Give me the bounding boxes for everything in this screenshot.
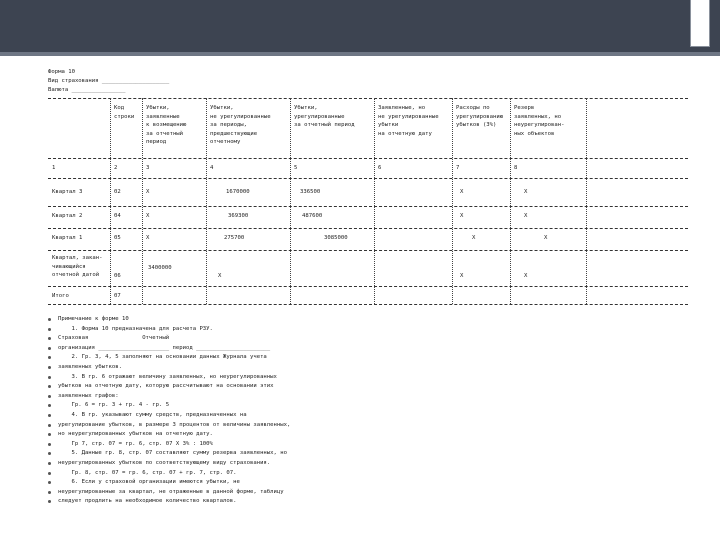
column-divider: [452, 98, 453, 304]
table-cell: Х: [544, 235, 548, 241]
note-text: 4. В гр. указывают сумму средств, предназначенных на: [58, 411, 247, 418]
bullet-icon: [48, 433, 51, 436]
list-item: [48, 459, 688, 469]
note-text: убытков на отчетную дату, которую рассчитывают на основании этих: [58, 383, 274, 390]
header-code: Код строки: [114, 105, 135, 120]
table-rule: [48, 206, 688, 207]
table-cell: Х: [146, 213, 150, 219]
bullet-icon: [48, 347, 51, 350]
insurance-type-line: Вид страхования ____________________: [48, 78, 170, 84]
table-rule: [48, 286, 688, 287]
notes-list: [48, 315, 688, 507]
note-text: заявленных убытков.: [58, 363, 122, 370]
bullet-icon: [48, 500, 51, 503]
bullet-icon: [48, 414, 51, 417]
bullet-icon: [48, 462, 51, 465]
list-item: [48, 421, 688, 431]
bullet-icon: [48, 481, 51, 484]
table-rule: [48, 178, 688, 179]
bullet-icon: [48, 337, 51, 340]
list-item: [48, 449, 688, 459]
column-divider: [110, 98, 111, 304]
table-cell: Х: [524, 189, 528, 195]
bullet-icon: [48, 385, 51, 388]
table-cell: 336500: [300, 189, 321, 195]
table-cell: Х: [146, 189, 150, 195]
note-text: Страховая Отчетный: [58, 335, 170, 342]
bullet-icon: [48, 376, 51, 379]
table-rule: [48, 250, 688, 251]
header-reserve: Резерв заявленных, но неурегулирован- ных объектов: [514, 105, 565, 137]
table-rule: [48, 304, 688, 305]
slide-content: [48, 68, 708, 528]
table-cell: 1670000: [226, 189, 250, 195]
corner-tab: [690, 0, 710, 47]
note-text: 2. Гр. 3, 4, 5 заполняют на основании данных Журнала учета: [58, 354, 267, 361]
column-divider: [206, 98, 207, 304]
note-text: заявленных графов:: [58, 392, 119, 399]
note-text: 6. Если у страховой организации имеются убытки, не: [58, 479, 240, 486]
bullet-icon: [48, 491, 51, 494]
note-text: 3. В гр. 6 отражают величину заявленных, но неурегулированных: [58, 373, 277, 380]
note-text: следует продлить на необходимое количество кварталов.: [58, 498, 237, 505]
row-code: 05: [114, 235, 121, 241]
table-rule: [48, 228, 688, 229]
note-text: Гр. 8, стр. 07 = гр. 6, стр. 07 + гр. 7, стр. 07.: [58, 469, 237, 476]
header-settled: Убытки, урегулированные за отчетный период: [294, 105, 355, 128]
header-unsettled-prior: Убытки, не урегулированные за периоды, предшествующие отчетному: [210, 105, 271, 145]
table-cell: 275700: [224, 235, 245, 241]
list-item: [48, 315, 688, 325]
note-text: Гр. 6 = гр. 3 + гр. 4 - гр. 5: [58, 402, 170, 409]
column-number: 8: [514, 165, 518, 171]
table-cell: 487600: [302, 213, 323, 219]
column-number: 4: [210, 165, 214, 171]
list-item: [48, 392, 688, 402]
note-text: организация _____________________ период ______________________: [58, 344, 271, 351]
list-item: [48, 373, 688, 383]
table-cell: Х: [460, 189, 464, 195]
table-cell: Х: [524, 273, 528, 279]
list-item: [48, 334, 688, 344]
note-text: 5. Данные гр. 8, стр. 07 составляют сумму резерва заявленных, но: [58, 450, 288, 457]
row-label: Итого: [52, 293, 69, 299]
bullet-icon: [48, 404, 51, 407]
column-number: 5: [294, 165, 298, 171]
column-number: 6: [378, 165, 382, 171]
form-header: [48, 68, 708, 95]
row-label: Квартал 2: [52, 213, 83, 219]
form-number: Форма 10: [48, 69, 75, 75]
row-label: Квартал 3: [52, 189, 83, 195]
bullet-icon: [48, 472, 51, 475]
table-rule: [48, 98, 688, 99]
bullet-icon: [48, 443, 51, 446]
row-label: Квартал 1: [52, 235, 83, 241]
list-item: [48, 430, 688, 440]
title-bar-accent: [0, 52, 720, 56]
note-text: неурегулированные за квартал, не отраженные в данной форме, таблицу: [58, 488, 284, 495]
list-item: [48, 469, 688, 479]
list-item: [48, 478, 688, 488]
list-item: [48, 382, 688, 392]
table-cell: Х: [460, 273, 464, 279]
table-cell: 3085000: [324, 235, 348, 241]
note-text: неурегулированных убытков по соответствующему виду страхования.: [58, 459, 271, 466]
slide-title-bar: [0, 0, 720, 52]
column-divider: [374, 98, 375, 304]
table-rule: [48, 158, 688, 159]
column-divider: [142, 98, 143, 304]
header-expenses: Расходы по урегулированию убытков (3%): [456, 105, 504, 128]
bullet-icon: [48, 328, 51, 331]
list-item: [48, 401, 688, 411]
column-number: 3: [146, 165, 150, 171]
list-item: [48, 353, 688, 363]
table-cell: Х: [218, 273, 222, 279]
list-item: [48, 363, 688, 373]
note-text: Гр 7, стр. 07 = гр. 6, стр. 07 Х 3% : 100%: [58, 440, 213, 447]
list-item: [48, 325, 688, 335]
column-divider: [510, 98, 511, 304]
row-code: 04: [114, 213, 121, 219]
column-number: 2: [114, 165, 118, 171]
column-number: 7: [456, 165, 460, 171]
table-cell: Х: [524, 213, 528, 219]
bullet-icon: [48, 366, 51, 369]
list-item: [48, 488, 688, 498]
table-cell: Х: [460, 213, 464, 219]
row-code: 02: [114, 189, 121, 195]
list-item: [48, 440, 688, 450]
row-code: 06: [114, 273, 121, 279]
table-cell: Х: [472, 235, 476, 241]
column-number: 1: [52, 165, 56, 171]
bullet-icon: [48, 356, 51, 359]
list-item: [48, 344, 688, 354]
note-text: 1. Форма 10 предназначена для расчета РЗУ.: [58, 325, 213, 332]
header-claimed-unsettled: Заявленные, но не урегулированные убытки на отчетную дату: [378, 105, 439, 137]
header-claimed: Убытки, заявленные к возмещению за отчетный период: [146, 105, 187, 145]
column-divider: [290, 98, 291, 304]
list-item: [48, 411, 688, 421]
table-cell: 369300: [228, 213, 249, 219]
table-cell: 3400000: [148, 265, 172, 271]
bullet-icon: [48, 318, 51, 321]
note-text: Примечание к форме 10: [58, 316, 129, 322]
bullet-icon: [48, 424, 51, 427]
column-divider: [586, 98, 587, 304]
bullet-icon: [48, 395, 51, 398]
note-text: урегулирование убытков, в размере 3 процентов от величины заявленных,: [58, 421, 291, 428]
currency-line: Валюта ________________: [48, 87, 126, 93]
row-code: 07: [114, 293, 121, 299]
list-item: [48, 497, 688, 507]
table-cell: Х: [146, 235, 150, 241]
row-label: Квартал, закан- чивающийся отчетной датой: [52, 255, 103, 278]
note-text: но неурегулированных убытков на отчетную дату.: [58, 431, 213, 438]
bullet-icon: [48, 452, 51, 455]
